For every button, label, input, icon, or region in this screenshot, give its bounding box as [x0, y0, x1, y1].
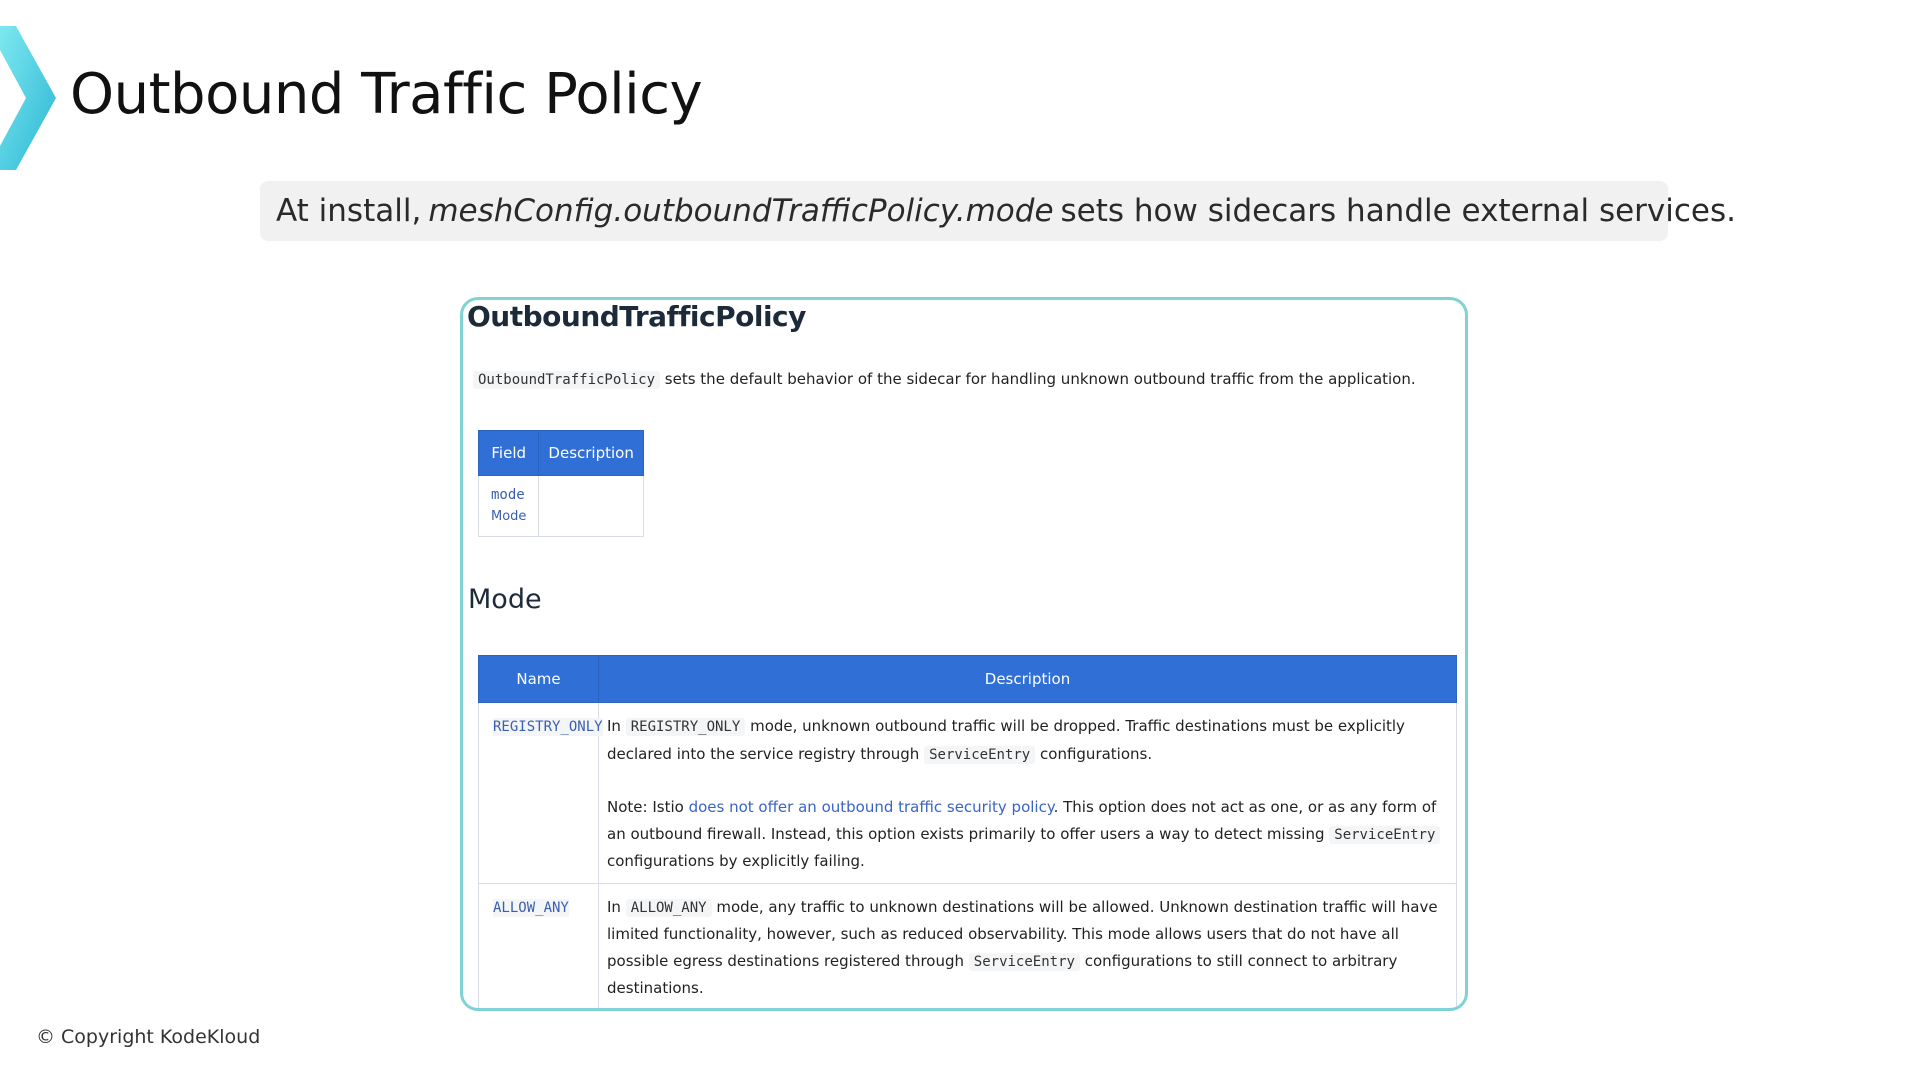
slide-title: Outbound Traffic Policy [70, 62, 703, 127]
mode-description-cell [599, 703, 1457, 884]
note-text: configurations by explicitly failing. [607, 852, 865, 870]
intro-text: sets the default behavior of the sidecar for handling unknown outbound traffic from the application. [664, 370, 1416, 388]
subtitle-config-path: meshConfig.outboundTrafficPolicy.mode [428, 193, 1054, 229]
mode-table [478, 655, 1457, 1011]
copyright-notice: © Copyright KodeKloud [36, 1026, 261, 1048]
doc-intro [473, 370, 1453, 388]
table-row [479, 883, 1457, 1010]
field-table-header-description: Description [539, 431, 643, 476]
mode-heading: Mode [468, 584, 542, 615]
field-table [478, 430, 644, 537]
doc-heading: OutboundTrafficPolicy [467, 300, 806, 333]
note-text: Note: Istio [607, 798, 684, 816]
inline-code: ServiceEntry [969, 953, 1080, 971]
field-table-header-field: Field [479, 431, 539, 476]
subtitle-text-after: sets how sidecars handle external services. [1060, 193, 1737, 229]
field-type-link[interactable]: Mode [491, 509, 527, 524]
mode-name-registry-only: REGISTRY_ONLY [493, 719, 603, 735]
security-policy-link[interactable]: does not offer an outbound traffic security policy [688, 798, 1054, 816]
subtitle-text-before: At install, [276, 193, 422, 229]
field-name-link[interactable]: mode [491, 487, 525, 503]
documentation-card [460, 297, 1468, 1011]
mode-name-cell [479, 883, 599, 1010]
desc-text: In [607, 897, 621, 916]
kodekloud-logo-chevron-icon [0, 18, 60, 178]
mode-name-cell [479, 703, 603, 884]
desc-text: mode, unknown outbound traffic will be dropped. Traffic destinations must be explicitly declared into the service registry through [607, 717, 1405, 763]
mode-description-cell [599, 883, 1457, 1010]
desc-text: In [607, 717, 621, 735]
desc-text: configurations. [1040, 744, 1153, 763]
mode-description-paragraph [607, 713, 1448, 768]
inline-code: REGISTRY_ONLY [626, 718, 746, 736]
desc-text: configurations to still connect to arbitrary destinations. [607, 951, 1398, 997]
desc-text: mode, any traffic to unknown destinations will be allowed. Unknown destination traffic will have limited functionality, however, such as reduced observability. This mode allows users that do not have all possible egress destinations registered through [607, 897, 1438, 970]
field-description-cell [539, 476, 643, 537]
mode-name-allow-any: ALLOW_ANY [493, 899, 569, 916]
mode-table-header-name: Name [479, 656, 599, 703]
intro-code: OutboundTrafficPolicy [473, 371, 660, 389]
mode-note-paragraph [607, 794, 1448, 875]
table-row [479, 476, 644, 537]
note-text: . This option does not act as one, or as any form of an outbound firewall. Instead, this option exists primarily to offer users a way to detect missing [607, 798, 1437, 843]
subtitle-banner [260, 181, 1737, 241]
mode-description-paragraph [607, 894, 1448, 1002]
mode-table-header-description: Description [599, 656, 1457, 703]
inline-code: ServiceEntry [1329, 826, 1440, 844]
inline-code: ServiceEntry [924, 746, 1035, 764]
table-row [479, 703, 1457, 884]
field-cell [479, 476, 539, 537]
inline-code: ALLOW_ANY [626, 899, 712, 917]
